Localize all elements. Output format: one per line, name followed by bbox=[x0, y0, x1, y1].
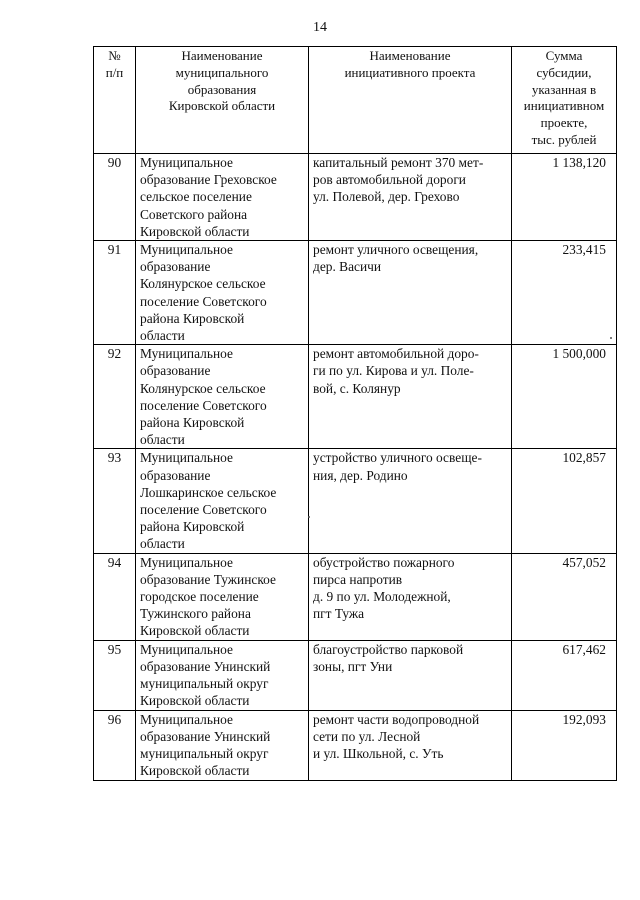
row-number: 91 bbox=[94, 241, 136, 345]
municipality-line: Муниципальное bbox=[140, 242, 233, 258]
row-number: 94 bbox=[94, 553, 136, 640]
header-municipality-line: образования bbox=[187, 81, 257, 97]
municipality-line: муниципальный округ bbox=[140, 746, 269, 762]
municipality-line: Советского района bbox=[140, 206, 248, 222]
project-line: ров автомобильной дороги bbox=[313, 172, 466, 188]
header-municipality-line: Кировской области bbox=[168, 98, 276, 114]
municipality-line: поселение Советского bbox=[140, 502, 267, 518]
municipality-line: Кировской области bbox=[140, 763, 250, 779]
table-row bbox=[94, 449, 617, 553]
project-line: и ул. Школьной, с. Уть bbox=[313, 746, 444, 762]
row-number: 92 bbox=[94, 345, 136, 449]
row-number: 96 bbox=[94, 710, 136, 780]
municipality-line: Кировской области bbox=[140, 693, 250, 709]
header-sum bbox=[512, 47, 617, 154]
scan-speck bbox=[308, 516, 310, 518]
project-cell bbox=[309, 640, 512, 710]
header-municipality bbox=[136, 47, 309, 154]
municipality-line: образование Тужинское bbox=[140, 571, 276, 587]
municipality-line: Муниципальное bbox=[140, 346, 233, 362]
table-header-row bbox=[94, 47, 617, 154]
municipality-line: области bbox=[140, 536, 185, 552]
subsidy-sum: 1 138,120 bbox=[512, 154, 617, 241]
project-line: капитальный ремонт 370 мет- bbox=[313, 155, 484, 170]
header-sum-line: Сумма bbox=[545, 48, 583, 63]
municipality-line: Муниципальное bbox=[140, 641, 233, 657]
project-line: сети по ул. Лесной bbox=[313, 728, 421, 744]
subsidy-sum: 233,415 bbox=[512, 241, 617, 345]
project-line: ул. Полевой, дер. Грехово bbox=[313, 189, 460, 205]
subsidy-sum: 102,857 bbox=[512, 449, 617, 553]
header-municipality-line: муниципального bbox=[175, 64, 269, 80]
municipality-line: Муниципальное bbox=[140, 554, 233, 570]
table-row bbox=[94, 241, 617, 345]
header-municipality-line: Наименование bbox=[181, 48, 263, 63]
subsidy-sum: 192,093 bbox=[512, 710, 617, 780]
project-line: пирса напротив bbox=[313, 571, 403, 587]
page-number: 14 bbox=[313, 20, 327, 35]
project-line: обустройство пожарного bbox=[313, 554, 455, 570]
header-project-line: Наименование bbox=[369, 48, 451, 63]
subsidy-sum: 1 500,000 bbox=[512, 345, 617, 449]
project-line: зоны, пгт Уни bbox=[313, 658, 393, 674]
project-line: ния, дер. Родино bbox=[313, 467, 408, 483]
project-line: устройство уличного освеще- bbox=[313, 450, 482, 466]
municipality-line: района Кировской bbox=[140, 415, 245, 431]
header-sum-line: субсидии, bbox=[536, 64, 592, 80]
municipality-line: поселение Советского bbox=[140, 397, 267, 413]
table-row bbox=[94, 553, 617, 640]
project-cell bbox=[309, 449, 512, 553]
header-project bbox=[309, 47, 512, 154]
municipality-line: образование Греховское bbox=[140, 172, 277, 188]
municipality-line: Колянурское сельское bbox=[140, 276, 266, 292]
municipality-line: района Кировской bbox=[140, 519, 245, 535]
municipality-line: Муниципальное bbox=[140, 711, 233, 727]
municipality-line: образование Унинский bbox=[140, 658, 271, 674]
project-line: ги по ул. Кирова и ул. Поле- bbox=[313, 363, 474, 379]
municipality-line: Лошкаринское сельское bbox=[140, 484, 277, 500]
project-line: д. 9 по ул. Молодежной, bbox=[313, 589, 451, 605]
project-cell bbox=[309, 345, 512, 449]
municipality-line: муниципальный округ bbox=[140, 676, 269, 692]
municipality-line: сельское поселение bbox=[140, 189, 252, 205]
project-line: ремонт автомобильной доро- bbox=[313, 346, 479, 362]
municipality-line: образование bbox=[140, 363, 211, 379]
header-num-line: № bbox=[108, 48, 121, 63]
municipality-line: образование bbox=[140, 467, 211, 483]
municipality-line: образование bbox=[140, 259, 211, 275]
municipality-cell bbox=[136, 154, 309, 241]
row-number: 95 bbox=[94, 640, 136, 710]
municipality-cell bbox=[136, 640, 309, 710]
header-project-line: инициативного проекта bbox=[344, 64, 476, 80]
row-number: 93 bbox=[94, 449, 136, 553]
subsidy-table bbox=[93, 46, 617, 781]
municipality-cell bbox=[136, 241, 309, 345]
project-line: благоустройство парковой bbox=[313, 641, 464, 657]
project-line: вой, с. Колянур bbox=[313, 380, 401, 396]
municipality-line: Муниципальное bbox=[140, 450, 233, 466]
project-line: дер. Васичи bbox=[313, 259, 382, 275]
project-line: пгт Тужа bbox=[313, 606, 365, 622]
table-row bbox=[94, 154, 617, 241]
table-row bbox=[94, 345, 617, 449]
municipality-line: Муниципальное bbox=[140, 155, 233, 170]
municipality-line: Кировской области bbox=[140, 223, 250, 239]
municipality-cell bbox=[136, 710, 309, 780]
row-number: 90 bbox=[94, 154, 136, 241]
header-sum-line: проекте, bbox=[540, 115, 588, 131]
municipality-line: городское поселение bbox=[140, 589, 259, 605]
header-sum-line: инициативном bbox=[523, 98, 605, 114]
municipality-line: области bbox=[140, 328, 185, 344]
municipality-line: образование Унинский bbox=[140, 728, 271, 744]
subsidy-sum: 457,052 bbox=[512, 553, 617, 640]
header-num bbox=[94, 47, 136, 154]
header-sum-line: указанная в bbox=[531, 81, 597, 97]
municipality-line: Тужинского района bbox=[140, 606, 251, 622]
project-cell bbox=[309, 710, 512, 780]
header-num-line: п/п bbox=[105, 64, 124, 80]
municipality-line: области bbox=[140, 432, 185, 448]
municipality-line: Кировской области bbox=[140, 623, 250, 639]
municipality-line: Колянурское сельское bbox=[140, 380, 266, 396]
municipality-cell bbox=[136, 345, 309, 449]
table-row bbox=[94, 640, 617, 710]
project-cell bbox=[309, 241, 512, 345]
municipality-line: поселение Советского bbox=[140, 293, 267, 309]
municipality-cell bbox=[136, 449, 309, 553]
project-cell bbox=[309, 154, 512, 241]
municipality-cell bbox=[136, 553, 309, 640]
header-sum-line: тыс. рублей bbox=[531, 131, 597, 147]
table-row bbox=[94, 710, 617, 780]
project-line: ремонт уличного освещения, bbox=[313, 242, 479, 258]
subsidy-sum: 617,462 bbox=[512, 640, 617, 710]
scan-speck bbox=[610, 337, 612, 339]
municipality-line: района Кировской bbox=[140, 310, 245, 326]
project-cell bbox=[309, 553, 512, 640]
project-line: ремонт части водопроводной bbox=[313, 711, 480, 727]
